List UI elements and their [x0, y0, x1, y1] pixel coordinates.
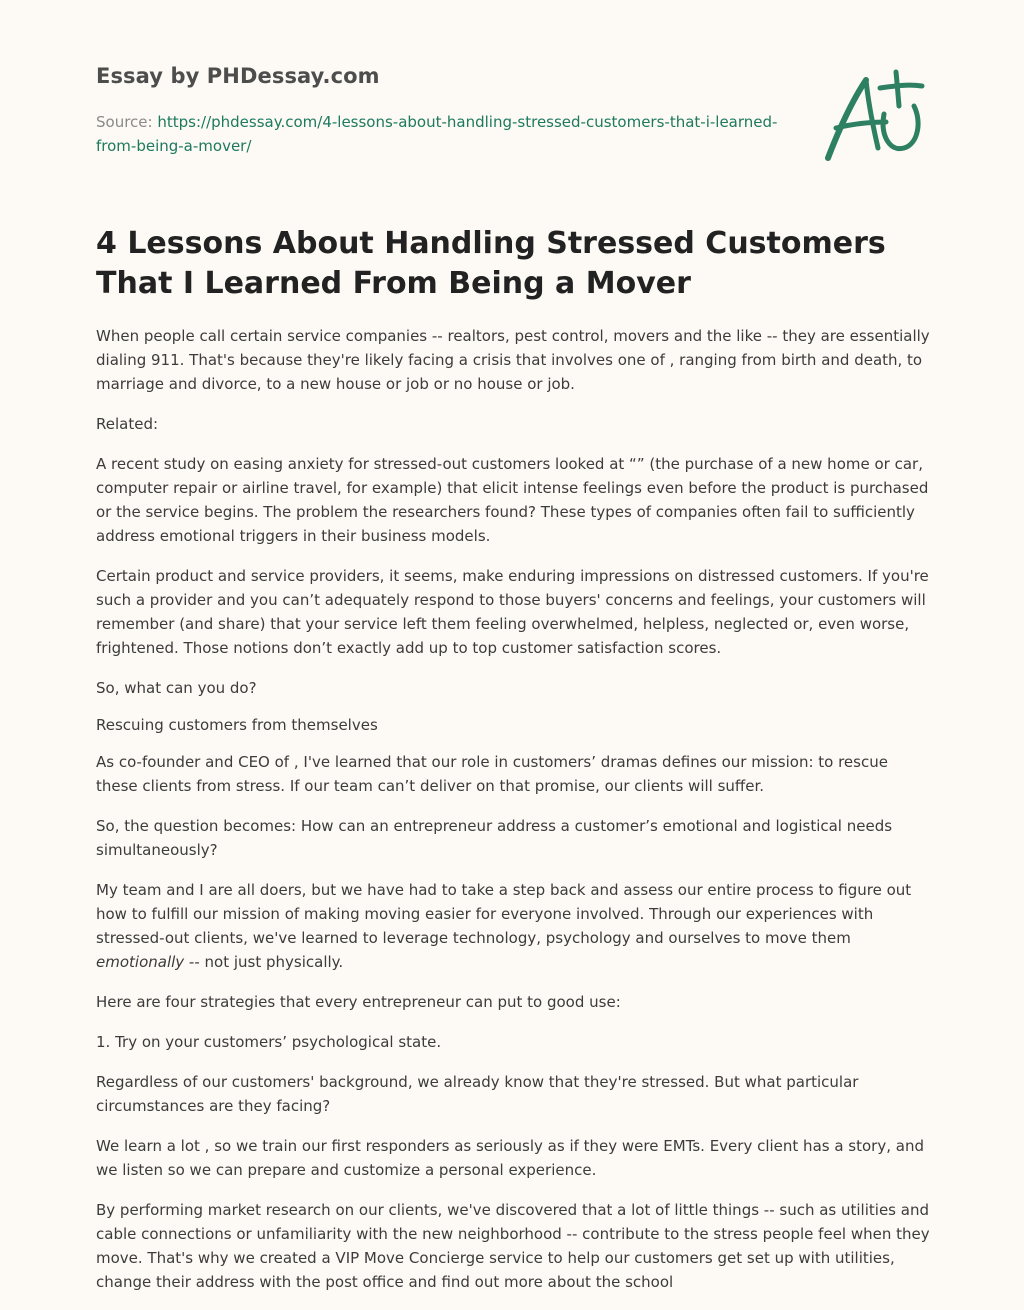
section-heading: Rescuing customers from themselves	[96, 716, 378, 734]
paragraph: As co-founder and CEO of , I've learned that our role in customers’ dramas defines our mission: to rescue these clients from stress. If our team can’t deliver on that promise, our clients will suffer.	[96, 753, 888, 795]
paragraph: A recent study on easing anxiety for stressed-out customers looked at “” (the purchase of a new home or car, computer repair or airline travel, for example) that elicit intense feelings even before the product is purchased or the service begins. The problem the researchers found? These types of companies often fail to sufficiently address emotional triggers in their business models.	[96, 455, 929, 545]
paragraph: Regardless of our customers' background, we already know that they're stressed. But what particular circumstances are they facing?	[96, 1073, 859, 1115]
text-segment: My team and I are all doers, but we have had to take a step back and assess our entire process to figure out how to fulfill our mission of making moving easier for everyone involved. Through our experiences with stressed-out clients, we've learned to leverage technology, psychology and ourselves to move them	[96, 881, 912, 947]
a-plus-logo-icon	[818, 66, 930, 166]
paragraph: Related:	[96, 415, 159, 433]
source-link[interactable]: https://phdessay.com/4-lessons-about-handling-stressed-customers-that-i-learned-from-being-a-mover/	[96, 113, 778, 155]
paragraph: We learn a lot , so we train our first responders as seriously as if they were EMTs. Every client has a story, and we listen so we can prepare and customize a personal experience.	[96, 1137, 924, 1179]
paragraph: Here are four strategies that every entrepreneur can put to good use:	[96, 993, 621, 1011]
paragraph: Certain product and service providers, it seems, make enduring impressions on distressed customers. If you're such a provider and you can’t adequately respond to those buyers' concerns and feelings, your customers will remember (and share) that your service left them feeling overwhelmed, helpless, neglected or, even worse, frightened. Those notions don’t exactly add up to top customer satisfaction scores.	[96, 567, 929, 657]
article-title: 4 Lessons About Handling Stressed Customers That I Learned From Being a Mover	[96, 226, 886, 301]
paragraph: So, what can you do?	[96, 679, 257, 697]
site-title: Essay by PHDessay.com	[96, 64, 380, 88]
paragraph: When people call certain service companies -- realtors, pest control, movers and the like -- they are essentially dialing 911. That's because they're likely facing a crisis that involves one of , ranging from birth and death, to marriage and divorce, to a new house or job or no house or job.	[96, 327, 930, 393]
paragraph: So, the question becomes: How can an entrepreneur address a customer’s emotional and logistical needs simultaneously?	[96, 817, 893, 859]
text-segment: -- not just physically.	[184, 953, 344, 971]
source-label: Source:	[96, 113, 153, 131]
paragraph	[96, 878, 932, 974]
source-line	[96, 110, 796, 158]
article-body	[96, 324, 932, 1310]
emphasis-text: emotionally	[96, 953, 185, 971]
paragraph: By performing market research on our clients, we've discovered that a lot of little things -- such as utilities and cable connections or unfamiliarity with the new neighborhood -- contribute to the stress people feel when they move. That's why we created a VIP Move Concierge service to help our customers get set up with utilities, change their address with the post office and find out more about the school	[96, 1201, 930, 1291]
numbered-heading: 1. Try on your customers’ psychological state.	[96, 1033, 442, 1051]
